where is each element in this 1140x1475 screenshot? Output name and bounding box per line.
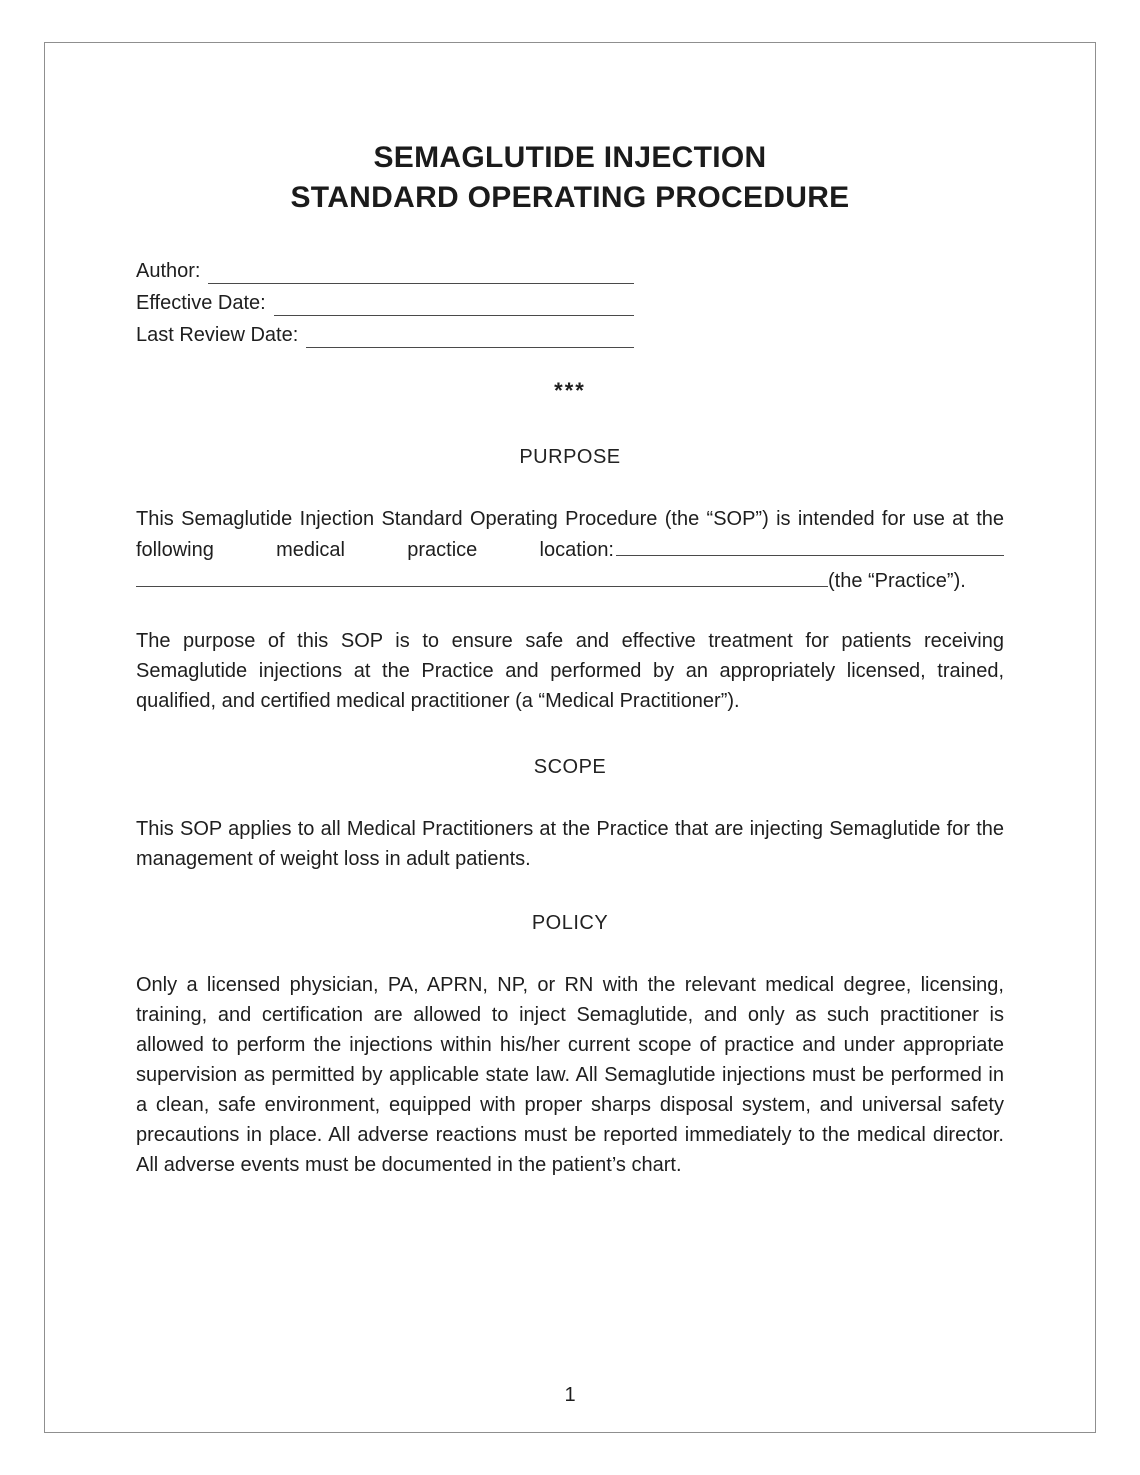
document-title — [136, 138, 1004, 218]
section-separator-stars: *** — [554, 378, 586, 403]
meta-fields — [136, 252, 634, 348]
last-review-date-label: Last Review Date: — [136, 324, 299, 346]
author-field-row — [136, 252, 634, 284]
page-content — [44, 42, 1096, 1433]
policy-paragraph: Only a licensed physician, PA, APRN, NP, or RN with the relevant medical degree, licensing, training, and certification are allowed to inject Semaglutide, and only as such practitioner is allowed to perform the injections within his/her current scope of practice and under appropriate supervision as permitted by applicable state law. All Semaglutide injections must be performed in a clean, safe environment, equipped with proper sharps disposal system, and universal safety precautions in place. All adverse reactions must be reported immediately to the medical director. All adverse events must be documented in the patient’s chart. — [136, 974, 1004, 1176]
document-title-line2: STANDARD OPERATING PROCEDURE — [290, 181, 850, 214]
scope-heading: SCOPE — [533, 756, 607, 778]
last-review-date-field-row — [136, 316, 634, 348]
purpose-paragraph-1 — [136, 504, 1004, 596]
effective-date-blank-line — [274, 292, 634, 316]
author-label: Author: — [136, 260, 201, 282]
practice-location-blank-line-2 — [136, 565, 828, 587]
purpose-paragraph-1-tail: (the “Practice”). — [828, 570, 966, 592]
page-number: 1 — [564, 1384, 576, 1406]
purpose-paragraph-1-text: This Semaglutide Injection Standard Operating Procedure (the “SOP”) is intended for use at the following medical practice location: — [136, 508, 1004, 561]
purpose-paragraph-2: The purpose of this SOP is to ensure safe and effective treatment for patients receiving Semaglutide injections at the Practice and performed by an appropriately licensed, trained, qualified, and certified medical practitioner (a “Medical Practitioner”). — [136, 630, 1004, 712]
author-blank-line — [208, 260, 634, 284]
policy-heading: POLICY — [531, 912, 609, 934]
effective-date-label: Effective Date: — [136, 292, 266, 314]
purpose-heading: PURPOSE — [519, 446, 621, 468]
document-title-line1: SEMAGLUTIDE INJECTION — [373, 141, 767, 174]
scope-paragraph: This SOP applies to all Medical Practitioners at the Practice that are injecting Semaglutide for the management of weight loss in adult patients. — [136, 818, 1004, 870]
practice-location-blank-line-1 — [616, 534, 1004, 556]
effective-date-field-row — [136, 284, 634, 316]
last-review-date-blank-line — [306, 324, 634, 348]
